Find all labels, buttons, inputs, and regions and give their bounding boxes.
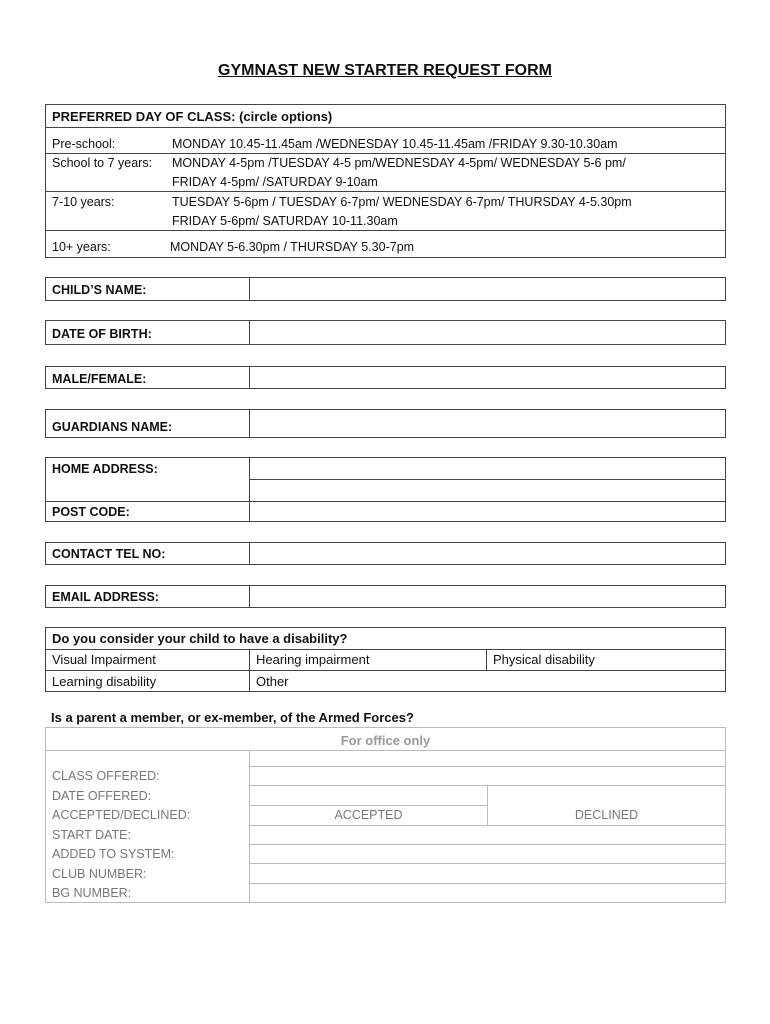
class-days-header: PREFERRED DAY OF CLASS: (circle options) — [52, 109, 333, 124]
dob-field[interactable] — [249, 321, 725, 344]
office-declined-option[interactable]: DECLINED — [574, 808, 639, 822]
tel-label: CONTACT TEL NO: — [52, 547, 166, 561]
office-header: For office only — [340, 733, 431, 748]
option-hearing-impairment[interactable]: Hearing impairment — [256, 652, 370, 667]
option-physical-disability[interactable]: Physical disability — [493, 652, 595, 667]
age-group-school-7: School to 7 years: — [52, 156, 153, 170]
guardian-field[interactable] — [249, 410, 725, 437]
office-label-date-offered: DATE OFFERED: — [52, 789, 152, 803]
email-row — [45, 585, 726, 608]
option-learning-disability[interactable]: Learning disability — [52, 674, 157, 689]
office-label-added-to-system: ADDED TO SYSTEM: — [52, 847, 175, 861]
page-title: GYMNAST NEW STARTER REQUEST FORM — [218, 62, 552, 79]
guardian-label: GUARDIANS NAME: — [52, 420, 173, 434]
email-field[interactable] — [249, 586, 725, 607]
tel-field[interactable] — [249, 543, 725, 564]
address-block — [45, 457, 726, 522]
postcode-label: POST CODE: — [52, 505, 130, 519]
office-label-accepted-declined: ACCEPTED/DECLINED: — [52, 808, 191, 822]
disability-table — [45, 627, 726, 692]
gender-field[interactable] — [249, 367, 725, 388]
office-label-club-number: CLUB NUMBER: — [52, 867, 147, 881]
gender-label: MALE/FEMALE: — [52, 372, 147, 386]
office-label-start-date: START DATE: — [52, 828, 131, 842]
address-field-line1[interactable] — [250, 458, 725, 479]
dob-label: DATE OF BIRTH: — [52, 327, 152, 341]
office-label-class-offered: CLASS OFFERED: — [52, 769, 160, 783]
address-field-line2[interactable] — [250, 480, 725, 501]
child-name-row — [45, 277, 726, 301]
class-times-10-plus[interactable]: MONDAY 5-6.30pm / THURSDAY 5.30-7pm — [170, 240, 415, 254]
email-label: EMAIL ADDRESS: — [52, 590, 159, 604]
class-times-7-10[interactable]: TUESDAY 5-6pm / TUESDAY 6-7pm/ WEDNESDAY 6-7pm/ THURSDAY 4-5.30pm — [172, 195, 632, 209]
gender-row — [45, 366, 726, 389]
address-label: HOME ADDRESS: — [52, 462, 158, 476]
tel-row — [45, 542, 726, 565]
child-name-field[interactable] — [249, 278, 725, 300]
office-accepted-option[interactable]: ACCEPTED — [334, 808, 403, 822]
office-table — [45, 727, 726, 903]
age-group-10-plus: 10+ years: — [52, 240, 111, 254]
class-times-7-10-line2[interactable]: FRIDAY 5-6pm/ SATURDAY 10-11.30am — [172, 214, 398, 228]
postcode-field[interactable] — [250, 502, 725, 521]
class-times-school-7[interactable]: MONDAY 4-5pm /TUESDAY 4-5 pm/WEDNESDAY 4-5pm/ WEDNESDAY 5-6 pm/ — [172, 156, 626, 170]
option-visual-impairment[interactable]: Visual Impairment — [52, 652, 156, 667]
age-group-preschool: Pre-school: — [52, 137, 116, 151]
office-label-bg-number: BG NUMBER: — [52, 886, 132, 900]
child-name-label: CHILD’S NAME: — [52, 283, 147, 297]
option-other[interactable]: Other — [256, 674, 289, 689]
class-times-school-7-line2[interactable]: FRIDAY 4-5pm/ /SATURDAY 9-10am — [172, 175, 378, 189]
age-group-7-10: 7-10 years: — [52, 195, 115, 209]
class-days-table — [45, 104, 726, 258]
armed-forces-question: Is a parent a member, or ex-member, of the Armed Forces? — [51, 710, 414, 725]
disability-question: Do you consider your child to have a disability? — [52, 631, 348, 646]
dob-row — [45, 320, 726, 345]
guardian-row — [45, 409, 726, 438]
class-times-preschool[interactable]: MONDAY 10.45-11.45am /WEDNESDAY 10.45-11.45am /FRIDAY 9.30-10.30am — [172, 137, 618, 151]
